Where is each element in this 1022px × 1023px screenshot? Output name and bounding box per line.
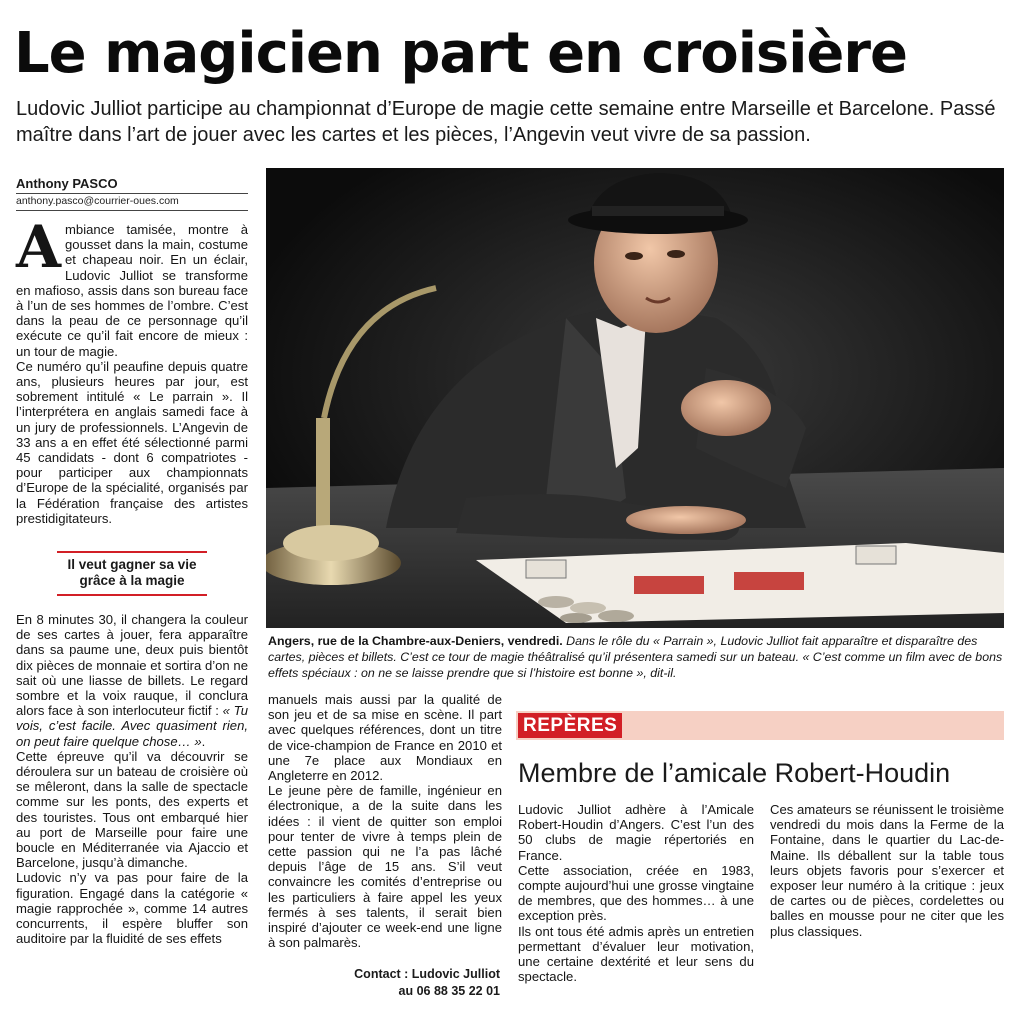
reperes-paragraph-4: Ces amateurs se réunissent le troisième vendredi du mois dans la Ferme de la Fontaine, dans le quartier du Lac-de-Maine. Ils déballent sur la table tous leurs objets favoris pour s’exercer et exposer leur numéro à la critique : jeux de cartes ou de pièces, cordelettes ou balles en mousse pour ne citer que les plus classiques. (770, 802, 1004, 939)
paragraph-3-quote: « Tu vois, c’est facile. Avec quasiment rien, on peut faire quelque chose… » (16, 703, 248, 749)
paragraph-1-text: mbiance tamisée, montre à gousset dans la main, costume et chapeau noir. En un éclair, Ludovic Julliot se transforme en mafioso, assis dans son bureau face à l’un de ses hommes de l’ombre. C’est dans la peau de ce personnage qu’il exécute ce qu’il fait encore de mieux : un tour de magie. (16, 222, 248, 359)
photo-caption (268, 633, 1008, 681)
paragraph-6: manuels mais aussi par la qualité de son jeu et de sa mise en scène. Il part avec quelques références, dont un titre de vice-champion de France en 2010 et une 7e place aux Mondiaux en Angleterre en 2012. (268, 692, 502, 784)
caption-lead: Angers, rue de la Chambre-aux-Deniers, vendredi. (268, 634, 563, 648)
contact-name: Contact : Ludovic Julliot (354, 967, 500, 981)
byline-author: Anthony PASCO (16, 176, 118, 191)
byline-email: anthony.pasco@courrier-oues.com (16, 195, 179, 207)
paragraph-1 (16, 213, 248, 359)
magician-photo-illustration (266, 168, 1004, 628)
paragraph-3 (16, 612, 248, 749)
reperes-paragraph-3: Ils ont tous été admis après un entretien permettant d’évaluer leur motivation, une certaine dextérité et leur sens du spectacle. (518, 923, 754, 985)
article-column-2 (268, 692, 502, 950)
byline-rule-top (16, 193, 248, 194)
standfirst: Ludovic Julliot participe au championnat d’Europe de magie cette semaine entre Marseille et Barcelone. Passé maître dans l’art de jouer avec les cartes et les pièces, l’Angevin veut vivre de sa passion. (16, 98, 996, 146)
article-column-1 (16, 213, 248, 526)
intertitle-text (16, 553, 248, 594)
byline-rule-bottom (16, 210, 248, 211)
paragraph-3-end: . (201, 733, 206, 749)
intertitle-line-1: Il veut gagner sa vie (67, 557, 197, 572)
contact-phone: au 06 88 35 22 01 (398, 984, 500, 998)
intertitle-line-2: grâce à la magie (79, 573, 185, 588)
reperes-paragraph-2: Cette association, créée en 1983, compte aujourd’hui une grosse vingtaine de membres, que des hommes… à une exception près. (518, 862, 754, 924)
reperes-column-2 (770, 802, 1004, 939)
article-column-1-continued (16, 612, 248, 946)
reperes-label: REPÈRES (518, 713, 622, 738)
reperes-column-1 (518, 802, 754, 984)
reperes-paragraph-1: Ludovic Julliot adhère à l’Amicale Robert-Houdin d’Angers. C’est l’un des 50 clubs de magie répertoriés en France. (518, 802, 754, 863)
article-photo (266, 168, 1004, 628)
intertitle-rule-bottom (57, 594, 207, 596)
paragraph-5: Ludovic n’y va pas pour faire de la figuration. Engagé dans la catégorie « magie rapprochée », comme 14 autres concurrents, il espère bluffer son auditoire par la fluidité de ses effets (16, 870, 248, 947)
paragraph-3-text: En 8 minutes 30, il changera la couleur de ses cartes à jouer, fera apparaître dans sa paume une, deux puis bientôt dix pièces de monnaie et sortira d’on ne sait où une liasse de billets. Le regard sombre et la voix rauque, il conclura alors face à son interlocuteur fictif : (16, 612, 248, 719)
reperes-title: Membre de l’amicale Robert-Houdin (518, 758, 951, 788)
dropcap: A (16, 213, 62, 281)
paragraph-7: Le jeune père de famille, ingénieur en électronique, a de la suite dans les idées : il vient de quitter son emploi pour tenter de vivre à temps plein de cette passion qui ne l’a pas lâché depuis l’âge de 15 ans. S’il veut convaincre les comités d’entreprise ou les particuliers à faire appel les yeux fermés à ses talents, il serait bien inspiré d’ajouter ce week-end une ligne à son palmarès. (268, 783, 502, 951)
contact-info (268, 966, 500, 1000)
caption-text: Dans le rôle du « Parrain », Ludovic Julliot fait apparaître et disparaître des cartes, pièces et billets. C’est ce tour de magie théâtralisé qu’il présentera samedi sur un bateau. « C’est comme un film avec de bons effets spéciaux : on ne se laisse prendre que si l’histoire est bonne », dit-il. (268, 634, 1003, 680)
paragraph-2: Ce numéro qu’il peaufine depuis quatre ans, plusieurs heures par jour, est sobrement intitulé « Le parrain ». Il l’interprétera en anglais samedi face à un jury de professionnels. L’Angevin de 33 ans a en effet été sélectionné parmi 45 candidats - dont 6 compatriotes - pour participer aux championnats d’Europe de la spécialité, organisés par la Fédération française des artistes prestidigitateurs. (16, 358, 248, 526)
paragraph-4: Cette épreuve qu’il va découvrir se déroulera sur un bateau de croisière où se mêleront, dans la salle de spectacle comme sur les ponts, des experts et des touristes. Tous ont embarqué hier au port de Marseille pour faire une boucle en Méditerranée via Ajaccio et Barcelone, jusqu’à dimanche. (16, 748, 248, 871)
headline: Le magicien part en croisière (14, 21, 908, 86)
intertitle (16, 551, 248, 596)
